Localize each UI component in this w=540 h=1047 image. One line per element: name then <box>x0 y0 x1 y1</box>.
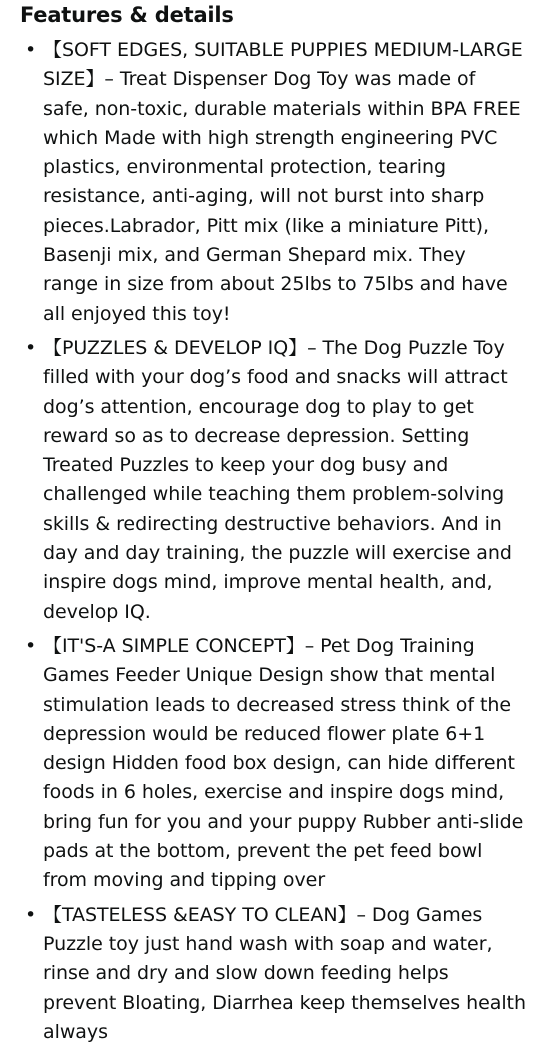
bullet-icon: • <box>25 634 37 657</box>
bullet-icon: • <box>25 903 37 926</box>
feature-text: 【SOFT EDGES, SUITABLE PUPPIES MEDIUM-LARGE SIZE】– Treat Dispenser Dog Toy was made of safe, non-toxic, durable materials within BPA FREE which Made with high strength engineering PVC plastics, environmental protection, tearing resistance, anti-aging, will not burst into sharp pieces.Labrador, Pitt mix (like a miniature Pitt), Basenji mix, and German Shepard mix. They range in size from about 25lbs to 75lbs and have all enjoyed this toy! <box>43 39 523 325</box>
feature-text: 【IT'S-A SIMPLE CONCEPT】– Pet Dog Training Games Feeder Unique Design show that mental stimulation leads to decreased stress think of the depression would be reduced flower plate 6+1 design Hidden food box design, can hide different foods in 6 holes, exercise and inspire dogs mind, bring fun for you and your puppy Rubber anti-slide pads at the bottom, prevent the pet feed bowl from moving and tipping over <box>43 634 524 892</box>
list-item <box>20 901 526 1047</box>
list-item <box>20 36 526 329</box>
section-title: Features & details <box>20 3 234 27</box>
bullet-icon: • <box>25 39 37 61</box>
feature-text: 【TASTELESS &EASY TO CLEAN】– Dog Games Puzzle toy just hand wash with soap and water, rinse and dry and slow down feeding helps prevent Bloating, Diarrhea keep themselves health always <box>43 903 526 1043</box>
feature-list <box>20 36 526 1047</box>
bullet-icon: • <box>25 336 37 359</box>
list-item <box>20 334 526 627</box>
list-item <box>20 632 526 896</box>
feature-text: 【PUZZLES & DEVELOP IQ】– The Dog Puzzle Toy filled with your dog’s food and snacks will attract dog’s attention, encourage dog to play to get reward so as to decrease depression. Setting Treated Puzzles to keep your dog busy and challenged while teaching them problem-solving skills & redirecting destructive behaviors. And in day and day training, the puzzle will exercise and inspire dogs mind, improve mental health, and, develop IQ. <box>43 336 512 623</box>
